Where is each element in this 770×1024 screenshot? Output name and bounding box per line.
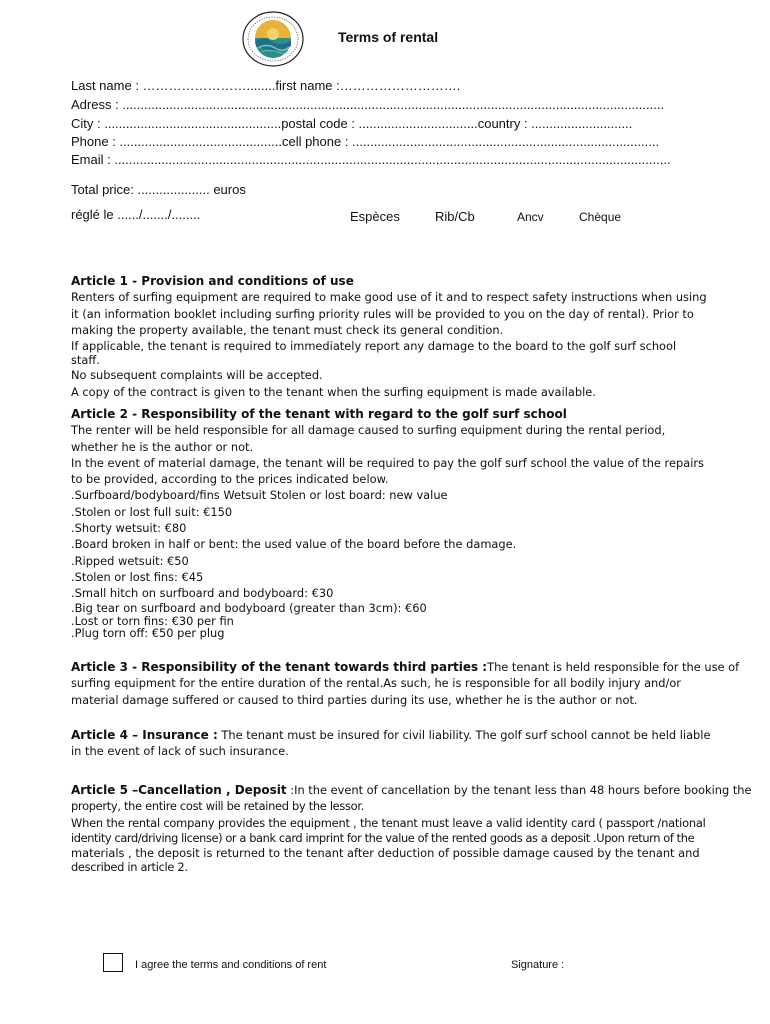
page-title: Terms of rental [338,29,439,45]
price-item: .Stolen or lost fins: €45 [71,569,204,584]
price-item: .Lost or torn fins: €30 per fin [71,613,234,628]
payment-date-line[interactable]: réglé le ....../......./........ [71,207,201,222]
article-1 [71,273,721,400]
article-5-line: described in article 2. [71,859,188,874]
article-5 [71,782,752,874]
article-5-title: Article 5 –Cancellation , Deposit [71,783,287,797]
article-1-line: staff. [71,353,100,368]
article-1-title: Article 1 - Provision and conditions of use [71,274,354,288]
payment-especes[interactable]: Espèces [350,209,400,224]
article-4-line: The tenant must be insured for civil liability. The golf surf school cannot be held liable [217,728,711,742]
phone-field-line[interactable]: Phone : .............................................cell phone : ..................................................................................... [71,134,660,149]
price-item: .Ripped wetsuit: €50 [71,553,189,568]
price-item: .Surfboard/bodyboard/fins Wetsuit Stolen or lost board: new value [71,488,448,503]
signature-label: Signature : [511,959,565,971]
article-1-line: making the property available, the tenant must check its general condition. [71,322,504,337]
article-5-line: :In the event of cancellation by the tenant less than 48 hours before booking the [286,783,752,797]
article-3 [71,659,740,708]
article-3-line: surfing equipment for the entire duration of the rental.As such, he is responsible for all bodily injury and/or [71,676,681,691]
article-5-line: property, the entire cost will be retained by the lessor. [71,799,364,814]
price-item: .Board broken in half or bent: the used value of the board before the damage. [71,537,517,552]
article-2-line: The renter will be held responsible for all damage caused to surfing equipment during the rental period, [71,423,666,438]
article-1-line: If applicable, the tenant is required to immediately report any damage to the board to the golf surf school [71,339,677,354]
article-1-line: Renters of surfing equipment are required to make good use of it and to respect safety instructions when using [71,290,707,305]
article-2 [71,406,721,640]
article-1-line: A copy of the contract is given to the tenant when the surfing equipment is made available. [71,384,596,399]
payment-rib-cb[interactable]: Rib/Cb [435,209,475,224]
article-2-title: Article 2 - Responsibility of the tenant with regard to the golf surf school [71,407,567,421]
price-item: .Small hitch on surfboard and bodyboard: €30 [71,586,334,601]
agree-label: I agree the terms and conditions of rent [135,959,327,971]
payment-cheque[interactable]: Chèque [579,210,622,224]
article-4-line: in the event of lack of such insurance. [71,744,289,759]
city-postal-country-line[interactable]: City : .................................................postal code : .................................country : ............................ [71,116,633,131]
article-2-line: In the event of material damage, the tenant will be required to pay the golf surf school the value of the repairs [71,455,704,470]
price-item: .Shorty wetsuit: €80 [71,521,187,536]
surf-school-logo [241,10,305,68]
article-2-line: whether he is the author or not. [71,439,254,454]
article-3-line: material damage suffered or caused to third parties during its use, whether he is the author or not. [71,692,638,707]
agree-checkbox[interactable] [103,953,123,972]
total-price-line[interactable]: Total price: .................... euros [71,182,246,197]
email-field-line[interactable]: Email : .......................................................................................................................................................... [71,152,671,167]
article-4 [71,727,721,760]
article-5-line: materials , the deposit is returned to the tenant after deduction of possible damage caused by the tenant and [71,845,700,860]
address-field-line[interactable]: Adress : ...................................................................................................................................................... [71,97,665,112]
article-5-line: When the rental company provides the equipment , the tenant must leave a valid identity card ( passport /national [71,815,706,830]
article-1-line: it (an information booklet including surfing priority rules will be provided to you on the day of rental). Prior to [71,306,694,321]
article-1-line: No subsequent complaints will be accepted. [71,368,323,383]
article-4-title: Article 4 – Insurance : [71,728,218,742]
payment-ancv[interactable]: Ancv [517,210,544,224]
article-3-line: The tenant is held responsible for the use of [487,660,740,674]
article-3-title: Article 3 - Responsibility of the tenant towards third parties : [71,660,488,674]
price-item: .Plug torn off: €50 per plug [71,625,225,640]
article-2-line: to be provided, according to the prices indicated below. [71,472,389,487]
price-item: .Stolen or lost full suit: €150 [71,504,233,519]
name-field-line[interactable]: Last name : ……………………........first name :………………………. [71,78,461,93]
price-item: .Big tear on surfboard and bodyboard (greater than 3cm): €60 [71,600,427,615]
article-5-line: identity card/driving license) or a bank card imprint for the value of the rented goods as a deposit .Upon return of the [71,830,695,845]
